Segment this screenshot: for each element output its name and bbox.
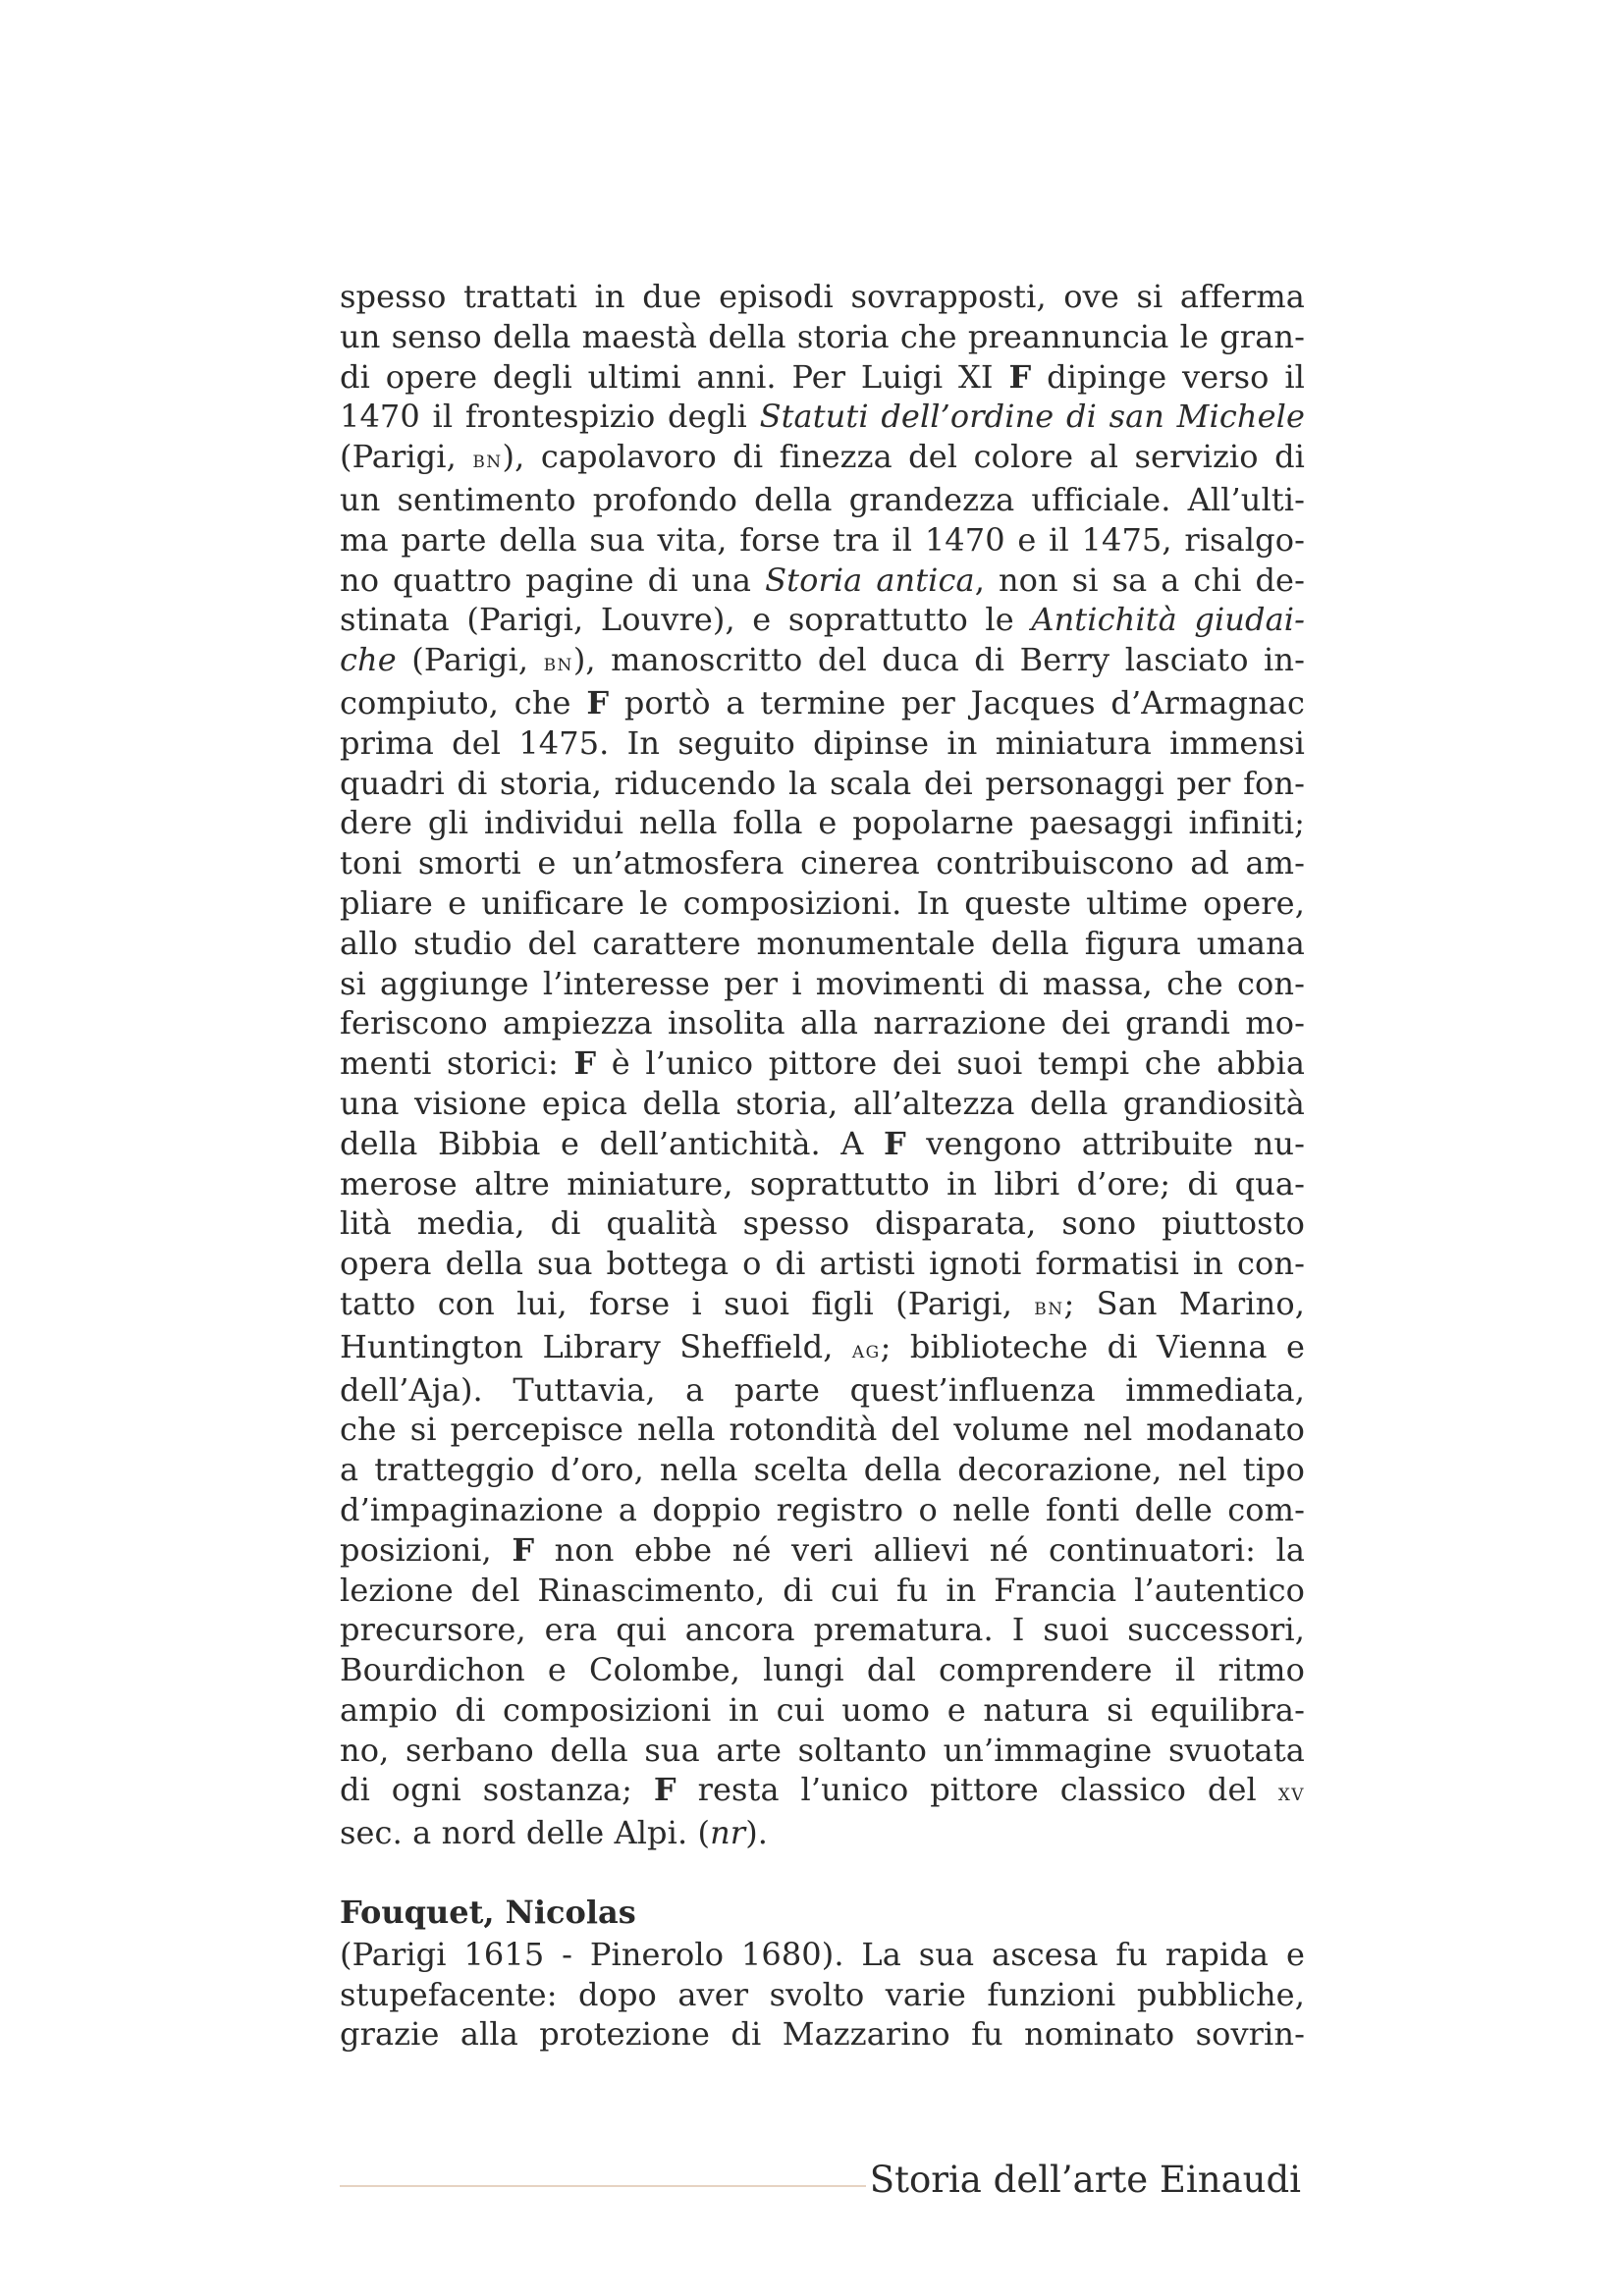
text-line: merose altre miniature, soprattutto in libri d’ore; di qua- <box>340 1164 1305 1202</box>
text-line: Bourdichon e Colombe, lungi dal comprendere il ritmo <box>340 1651 1305 1689</box>
text-line: compiuto, che F portò a termine per Jacques d’Armagnac <box>340 683 1305 721</box>
text-line: prima del 1475. In seguito dipinse in miniatura immensi <box>340 723 1305 762</box>
text-line: menti storici: F è l’unico pittore dei suoi tempi che abbia <box>340 1044 1305 1083</box>
text-line: della Bibbia e dell’antichità. A F vengono attribuite nu- <box>340 1124 1305 1162</box>
text-line: che (Parigi, bn), manoscritto del duca di Berry lasciato in- <box>340 641 1306 679</box>
text-line: di ogni sostanza; F resta l’unico pittore classico del xv <box>340 1771 1305 1809</box>
text-line: 1470 il frontespizio degli Statuti dell’ordine di san Michele <box>340 398 1306 436</box>
text-line: no, serbano della sua arte soltanto un’immagine svuotata <box>340 1731 1305 1769</box>
text-line: ampio di composizioni in cui uomo e natura si equilibra- <box>340 1690 1305 1729</box>
text-line: d’impaginazione a doppio registro o nelle fonti delle com- <box>340 1490 1305 1528</box>
text-line: di opere degli ultimi anni. Per Luigi XI F dipinge verso il <box>340 357 1305 396</box>
text-line: si aggiunge l’interesse per i movimenti di massa, che con- <box>340 964 1305 1002</box>
text-line: (Parigi, bn), capolavoro di finezza del colore al servizio di <box>340 438 1305 476</box>
text-line: un sentimento profondo della grandezza ufficiale. All’ulti- <box>340 480 1305 518</box>
text-line: Huntington Library Sheffield, ag; biblioteche di Vienna e <box>340 1327 1306 1365</box>
text-line: pliare e unificare le composizioni. In queste ultime opere, <box>340 883 1305 922</box>
text-line: lezione del Rinascimento, di cui fu in Francia l’autentico <box>340 1571 1305 1609</box>
text-line: lità media, di qualità spesso disparata, sono piuttosto <box>340 1204 1305 1243</box>
text-line: quadri di storia, riducendo la scala dei personaggi per fon- <box>340 764 1305 802</box>
text-line: opera della sua bottega o di artisti ignoti formatisi in con- <box>340 1245 1305 1283</box>
text-line: spesso trattati in due episodi sovrapposti, ove si afferma <box>340 278 1305 315</box>
text-line: feriscono ampiezza insolita alla narrazione dei grandi mo- <box>340 1004 1305 1042</box>
text-line: dere gli individui nella folla e popolarne paesaggi infiniti; <box>340 804 1305 842</box>
text-line: un senso della maestà della storia che preannuncia le gran- <box>340 317 1305 355</box>
text-line: allo studio del carattere monumentale della figura umana <box>340 924 1305 962</box>
text-line: toni smorti e un’atmosfera cinerea contribuiscono ad am- <box>340 844 1305 882</box>
text-line: dell’Aja). Tuttavia, a parte quest’influenza immediata, <box>340 1370 1305 1409</box>
text-line: stupefacente: dopo aver svolto varie funzioni pubbliche, <box>340 1975 1305 2013</box>
text-line: precursore, era qui ancora prematura. I suoi successori, <box>340 1611 1305 1649</box>
text-line: posizioni, F non ebbe né veri allievi né continuatori: la <box>340 1530 1305 1569</box>
text-line: (Parigi 1615 - Pinerolo 1680). La sua ascesa fu rapida e <box>340 1935 1305 1973</box>
entry-text-fouquet-jean-continued <box>340 277 1305 1853</box>
footer-divider <box>340 2185 866 2187</box>
text-line: stinata (Parigi, Louvre), e soprattutto le Antichità giudai- <box>340 601 1305 639</box>
text-line: a tratteggio d’oro, nella scelta della decorazione, nel tipo <box>340 1451 1305 1489</box>
text-line: tatto con lui, forse i suoi figli (Parigi, bn; San Marino, <box>340 1284 1305 1322</box>
text-line: una visione epica della storia, all’altezza della grandiosità <box>340 1084 1305 1122</box>
text-line: che si percepisce nella rotondità del volume nel modanato <box>340 1411 1305 1449</box>
text-line: grazie alla protezione di Mazzarino fu nominato sovrin- <box>340 2015 1305 2054</box>
text-line: ma parte della sua vita, forse tra il 1470 e il 1475, risalgo- <box>340 520 1305 559</box>
footer-book-title: Storia dell’arte Einaudi <box>869 2159 1301 2201</box>
text-line: no quattro pagine di una Storia antica, non si sa a chi de- <box>340 561 1305 599</box>
page-body <box>340 277 1305 2055</box>
text-line: sec. a nord delle Alpi. (nr). <box>340 1814 769 1852</box>
entry-text-fouquet-nicolas <box>340 1935 1305 2055</box>
entry-heading: Fouquet, Nicolas <box>340 1894 636 1932</box>
